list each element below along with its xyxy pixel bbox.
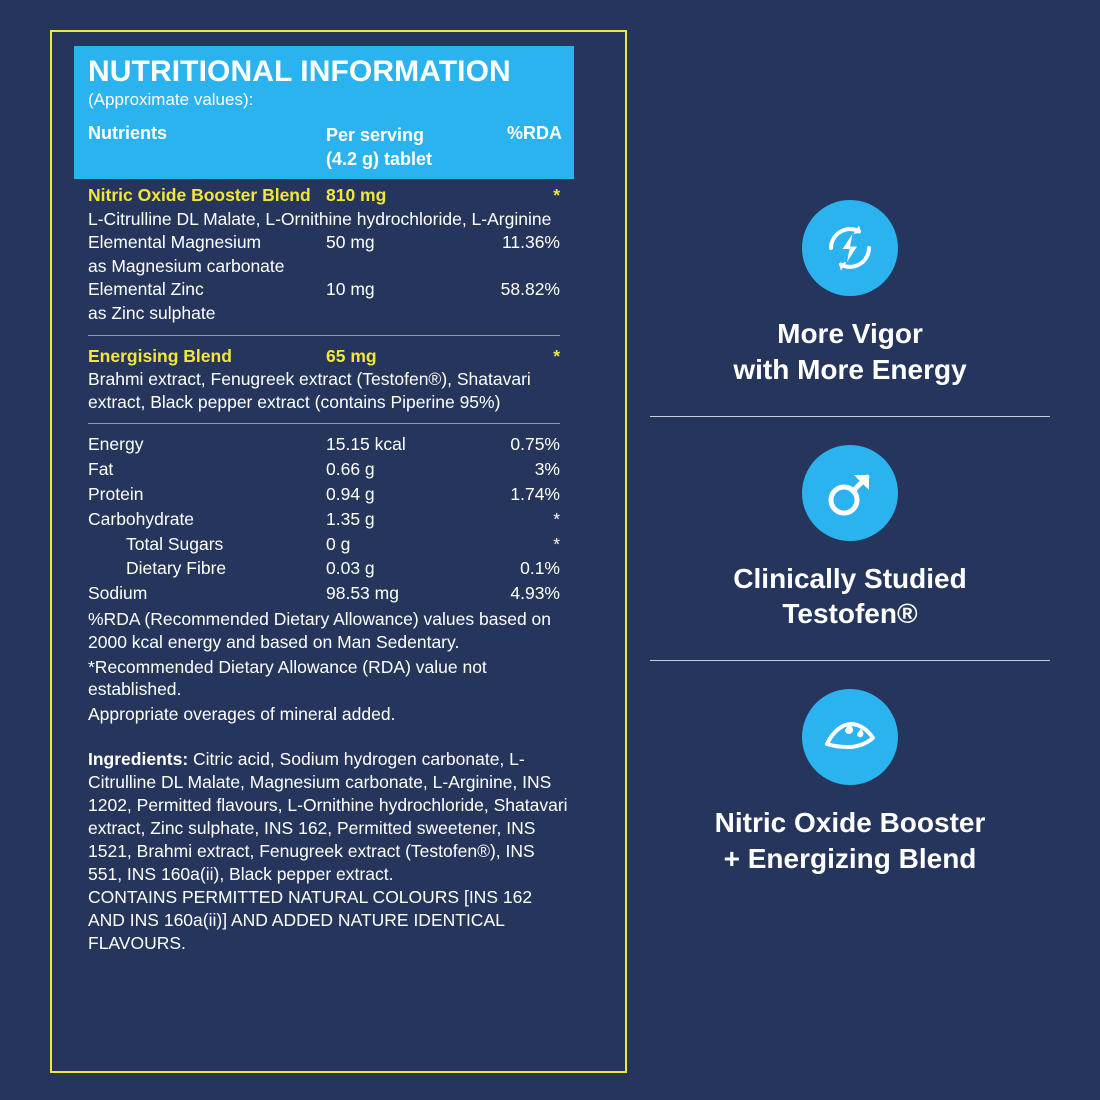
nutrition-table (74, 183, 574, 955)
ingredients-label: Ingredients: (88, 748, 189, 769)
row-value: 810 mg (326, 184, 387, 205)
nutrition-column-headers (74, 117, 574, 179)
table-divider (88, 423, 560, 424)
row-value: 0.66 g (326, 459, 375, 480)
feature-label-line1: More Vigor (777, 318, 923, 349)
table-row (88, 457, 560, 482)
row-value: 0.94 g (326, 483, 375, 504)
feature-label (640, 561, 1060, 633)
feature-clinically-studied (640, 445, 1060, 633)
nutrition-subtitle: (Approximate values): (88, 89, 254, 109)
feature-list (640, 200, 1060, 877)
row-value: 1.35 g (326, 508, 375, 529)
row-rda: 4.93% (510, 583, 560, 604)
row-rda: 58.82% (500, 279, 560, 300)
row-value: 0 g (326, 533, 351, 554)
feature-label-line2: Testofen® (782, 598, 918, 630)
row-description: Brahmi extract, Fenugreek extract (Testofen®), Shatavari extract, Black pepper extract (contains Piperine 95%) (88, 369, 531, 412)
row-name: Carbohydrate (88, 508, 195, 529)
row-name: Protein (88, 483, 144, 504)
feature-label (640, 316, 1060, 388)
row-name: Elemental Magnesium (88, 232, 262, 253)
column-header-per-serving-line1: Per serving (326, 124, 425, 145)
nitric-oxide-drop-icon (802, 689, 898, 785)
column-header-per-serving (326, 123, 506, 172)
colours-note: CONTAINS PERMITTED NATURAL COLOURS [INS 162 AND INS 160a(ii)] AND ADDED NATURE IDENTICAL FLAVOURS. (88, 887, 533, 953)
row-rda: * (553, 184, 560, 205)
row-value: 65 mg (326, 345, 377, 366)
nutrition-panel-inner (74, 46, 574, 955)
table-row (88, 230, 560, 255)
table-row (88, 432, 560, 457)
table-row (88, 183, 560, 208)
feature-label (640, 805, 1060, 877)
row-name: Fat (88, 459, 114, 480)
column-header-nutrients: Nutrients (88, 122, 168, 143)
feature-label-line2: with More Energy (733, 353, 967, 385)
row-rda: 11.36% (501, 232, 560, 253)
nutrition-title: NUTRITIONAL INFORMATION (88, 55, 511, 88)
feature-label-line1: Nitric Oxide Booster (714, 807, 986, 839)
row-name: Dietary Fibre (126, 558, 227, 579)
feature-label-line2: + Energizing Blend (723, 843, 977, 875)
feature-more-vigor (640, 200, 1060, 388)
row-rda: 3% (534, 459, 560, 480)
nutrition-panel (50, 30, 627, 1073)
energy-bolt-cycle-icon (802, 200, 898, 296)
feature-divider (650, 416, 1050, 417)
row-rda: * (553, 508, 560, 529)
nutrition-header (74, 46, 574, 117)
row-value: 10 mg (326, 279, 375, 300)
row-name: Sodium (88, 583, 148, 604)
row-description: as Magnesium carbonate (88, 255, 285, 276)
overage-note: Appropriate overages of mineral added. (88, 704, 396, 725)
column-header-rda: %RDA (506, 122, 562, 143)
row-name: Nitric Oxide Booster Blend (88, 184, 311, 205)
ingredients-block (88, 748, 568, 887)
ingredients-text: Citric acid, Sodium hydrogen carbonate, L-Citrulline DL Malate, Magnesium carbonate, L-Arginine, INS 1202, Permitted flavours, L-Ornithine hydrochloride, Shatavari extract, Zinc sulphate, INS 162, Permitted sweetener, INS 1521, Brahmi extract, Fenugreek extract (Testofen®), INS 551, INS 160a(ii), Black pepper extract. (88, 748, 568, 885)
row-rda: * (553, 533, 560, 554)
feature-nitric-oxide (640, 689, 1060, 877)
row-name: Energising Blend (88, 345, 232, 366)
row-rda: * (553, 345, 560, 366)
row-name: Energy (88, 434, 144, 455)
row-rda: 0.1% (520, 558, 560, 579)
row-value: 15.15 kcal (326, 434, 406, 455)
row-value: 98.53 mg (326, 583, 399, 604)
table-row (88, 507, 560, 532)
row-rda: 1.74% (510, 483, 560, 504)
row-description: as Zinc sulphate (88, 303, 216, 324)
rda-note: %RDA (Recommended Dietary Allowance) values based on 2000 kcal energy and based on Man Sedentary. (88, 609, 552, 652)
table-row (88, 556, 560, 581)
rda-asterisk-note: *Recommended Dietary Allowance (RDA) value not established. (88, 656, 487, 700)
table-row (88, 344, 560, 369)
row-name: Total Sugars (126, 533, 224, 554)
table-divider (88, 335, 560, 336)
row-value: 50 mg (326, 232, 375, 253)
row-rda: 0.75% (510, 434, 560, 455)
table-row (88, 482, 560, 507)
row-name: Elemental Zinc (88, 279, 204, 300)
table-row (88, 581, 560, 606)
feature-label-line1: Clinically Studied (733, 562, 967, 594)
table-row (88, 277, 560, 302)
row-description: L-Citrulline DL Malate, L-Ornithine hydrochloride, L-Arginine (88, 208, 552, 229)
table-row (88, 532, 560, 557)
column-header-per-serving-line2: (4.2 g) tablet (326, 149, 433, 170)
feature-divider (650, 660, 1050, 661)
row-value: 0.03 g (326, 558, 375, 579)
male-gender-icon (802, 445, 898, 541)
